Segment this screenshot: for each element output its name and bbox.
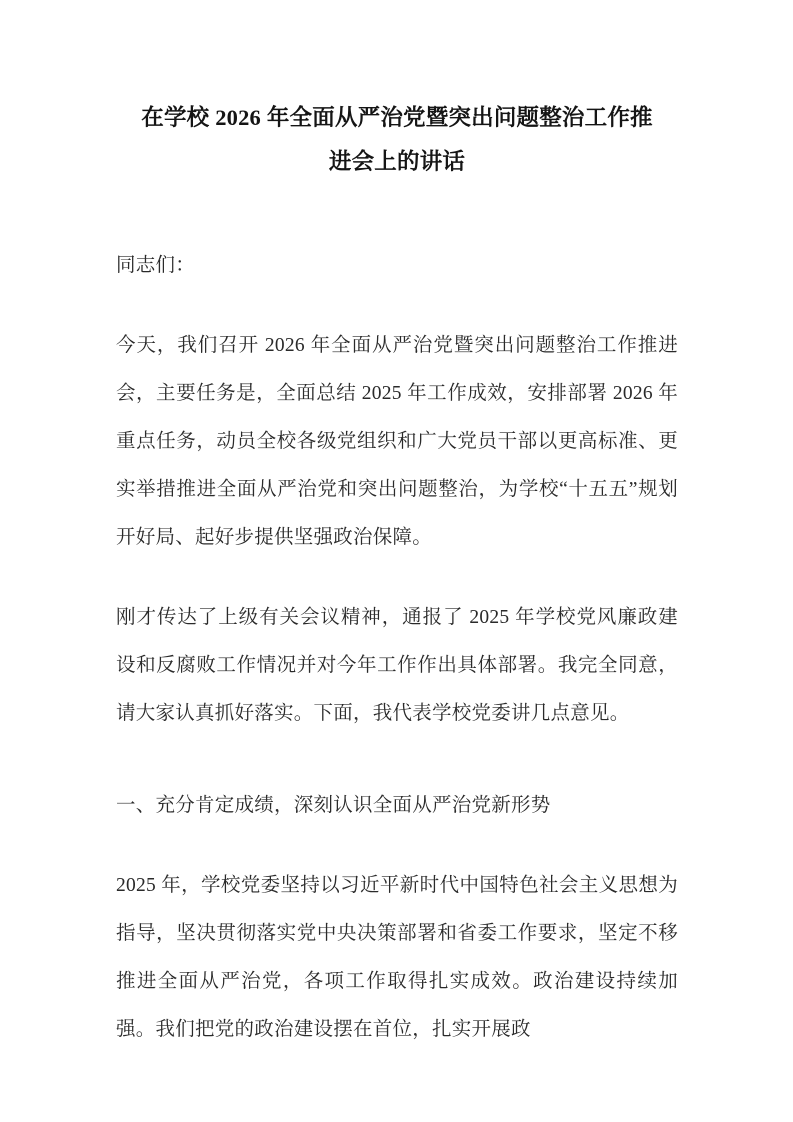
page-title-line-1: 在学校 2026 年全面从严治党暨突出问题整治工作推 xyxy=(141,105,653,130)
section-heading-1: 一、充分肯定成绩，深刻认识全面从严治党新形势 xyxy=(116,795,551,816)
paragraph-2: 刚才传达了上级有关会议精神，通报了 2025 年学校党风廉政建设和反腐败工作情况并对今年工作作出具体部署。我完全同意，请大家认真抓好落实。下面，我代表学校党委讲几点意见。 xyxy=(116,607,678,724)
paragraph-3: 2025 年，学校党委坚持以习近平新时代中国特色社会主义思想为指导，坚决贯彻落实党中央决策部署和省委工作要求，坚定不移推进全面从严治党，各项工作取得扎实成效。政治建设持续加强。我们把党的政治建设摆在首位，扎实开展政 xyxy=(116,875,678,1040)
paragraph-1: 今天，我们召开 2026 年全面从严治党暨突出问题整治工作推进会，主要任务是，全面总结 2025 年工作成效，安排部署 2026 年重点任务，动员全校各级党组织和广大党员干部以更高标准、更实举措推进全面从严治党和突出问题整治，为学校“十五五”规划开好局、起好步提供坚强政治保障。 xyxy=(116,335,678,548)
salutation: 同志们： xyxy=(116,255,196,276)
document-content-column xyxy=(116,0,678,1054)
page-title-line-2: 进会上的讲话 xyxy=(328,149,466,174)
page-title xyxy=(116,0,678,184)
